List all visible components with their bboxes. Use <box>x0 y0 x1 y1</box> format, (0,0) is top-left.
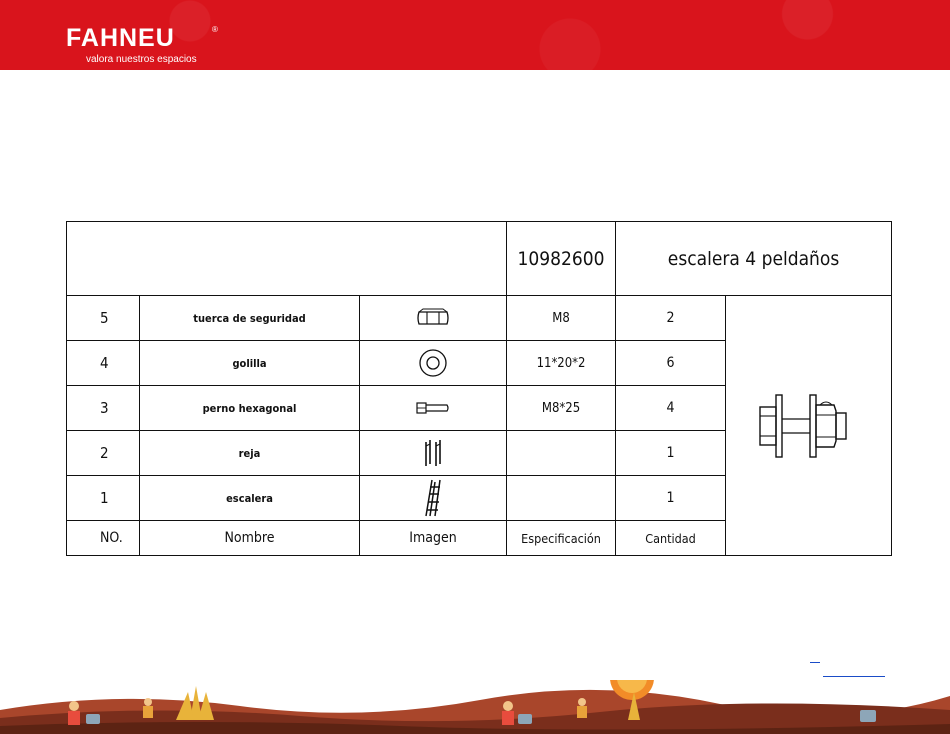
column-no: NO. <box>67 521 140 556</box>
part-spec <box>507 431 616 476</box>
part-no: 5 <box>67 296 140 341</box>
grate-icon <box>423 438 443 468</box>
part-no: 2 <box>67 431 140 476</box>
column-qty: Cantidad <box>616 521 726 556</box>
brand-tagline: valora nuestros espacios <box>86 54 197 65</box>
part-spec: M8 <box>507 296 616 341</box>
brand-logo: FAHNEU <box>66 24 175 52</box>
part-image <box>360 386 507 431</box>
part-name: escalera <box>140 476 360 521</box>
footer-decoration <box>0 680 950 734</box>
part-spec: 11*20*2 <box>507 341 616 386</box>
part-no: 4 <box>67 341 140 386</box>
part-qty: 6 <box>616 341 726 386</box>
lock-nut-icon <box>413 308 453 328</box>
part-qty: 1 <box>616 431 726 476</box>
part-image <box>360 476 507 521</box>
part-name: reja <box>140 431 360 476</box>
part-no: 3 <box>67 386 140 431</box>
part-name: golilla <box>140 341 360 386</box>
parts-table <box>66 221 892 556</box>
product-code: 10982600 <box>507 222 616 296</box>
hex-bolt-icon <box>415 400 451 416</box>
table-row <box>67 296 892 341</box>
part-spec: M8*25 <box>507 386 616 431</box>
part-qty: 4 <box>616 386 726 431</box>
assembly-image <box>726 296 892 556</box>
registered-mark: ® <box>212 25 218 34</box>
product-title: escalera 4 peldaños <box>616 222 892 296</box>
part-qty: 1 <box>616 476 726 521</box>
blank-header-cell <box>67 222 507 296</box>
header-banner <box>0 0 950 70</box>
column-image: Imagen <box>360 521 507 556</box>
ladder-icon <box>422 478 444 518</box>
footer-link-underline[interactable] <box>823 676 885 677</box>
bolt-assembly-icon <box>754 391 864 461</box>
part-image <box>360 341 507 386</box>
product-header-row <box>67 222 892 296</box>
part-spec <box>507 476 616 521</box>
column-spec: Especificación <box>507 521 616 556</box>
part-image <box>360 431 507 476</box>
part-no: 1 <box>67 476 140 521</box>
part-name: tuerca de seguridad <box>140 296 360 341</box>
part-image <box>360 296 507 341</box>
column-name: Nombre <box>140 521 360 556</box>
footer-link-dash <box>810 662 820 663</box>
part-qty: 2 <box>616 296 726 341</box>
washer-icon <box>418 348 448 378</box>
part-name: perno hexagonal <box>140 386 360 431</box>
